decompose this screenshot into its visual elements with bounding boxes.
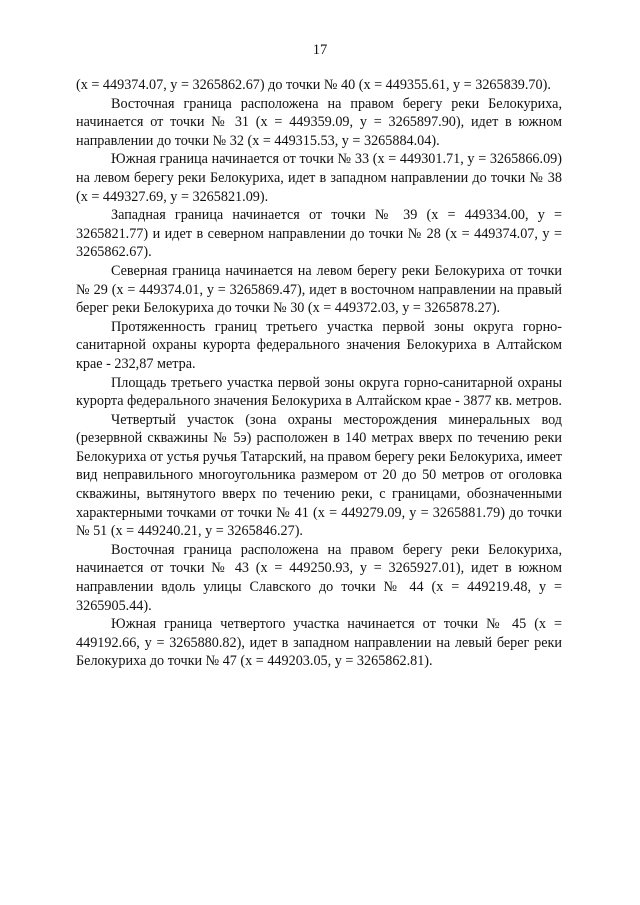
paragraph-east-border-3: Восточная граница расположена на правом берегу реки Белокуриха, начинается от точки № 31 (x = 449359.09, y = 3265897.90), идет в южном направлении до точки № 32 (x = 449315.53, y = 3265884.04).	[76, 95, 562, 149]
page-number: 17	[312, 42, 328, 58]
paragraph-border-length-3: Протяженность границ третьего участка первой зоны округа горно-санитарной охраны курорта федерального значения Белокуриха в Алтайском крае - 232,87 метра.	[76, 318, 562, 372]
paragraph-south-border-4: Южная граница четвертого участка начинается от точки № 45 (x = 449192.66, y = 3265880.82), идет в западном направлении на левый берег реки Белокуриха до точки № 47 (x = 449203.05, y = 3265862.81).	[76, 616, 562, 670]
paragraph-south-border-3: Южная граница начинается от точки № 33 (x = 449301.71, y = 3265866.09) на левом берегу реки Белокуриха, идет в западном направлении до точки № 38 (x = 449327.69, y = 3265821.09).	[76, 151, 562, 205]
paragraph-north-border-3: Северная граница начинается на левом берегу реки Белокуриха от точки № 29 (x = 449374.01, y = 3265869.47), идет в восточном направлении на правый берег реки Белокуриха до точки № 30 (x = 449372.03, y = 3265878.27).	[76, 262, 562, 317]
document-body	[76, 76, 562, 671]
paragraph-area-3: Площадь третьего участка первой зоны округа горно-санитарной охраны курорта федерального значения Белокуриха в Алтайском крае - 3877 кв. метров.	[76, 374, 562, 410]
paragraph-east-border-4: Восточная граница расположена на правом берегу реки Белокуриха, начинается от точки № 43 (x = 449250.93, y = 3265927.01), идет в южном направлении вдоль улицы Славского до точки № 44 (x = 449219.48, y = 3265905.44).	[76, 541, 562, 614]
paragraph-west-border-3: Западная граница начинается от точки № 39 (x = 449334.00, y = 3265821.77) и идет в северном направлении до точки № 28 (x = 449374.07, y = 3265862.67).	[76, 207, 562, 261]
paragraph-continuation: (x = 449374.07, y = 3265862.67) до точки № 40 (x = 449355.61, y = 3265839.70).	[76, 77, 551, 93]
paragraph-fourth-section: Четвертый участок (зона охраны месторождения минеральных вод (резервной скважины № 5э) расположен в 140 метрах вверх по течению реки Белокуриха от устья ручья Татарский, на правом берегу реки Белокуриха, имеет вид неправильного многоугольника размером от 20 до 50 метров от оголовка скважины, вытянутого вверх по течению реки, с границами, обозначенными характерными точками от точки № 41 (x = 449279.09, y = 3265881.79) до точки № 51 (x = 449240.21, y = 3265846.27).	[76, 411, 562, 540]
